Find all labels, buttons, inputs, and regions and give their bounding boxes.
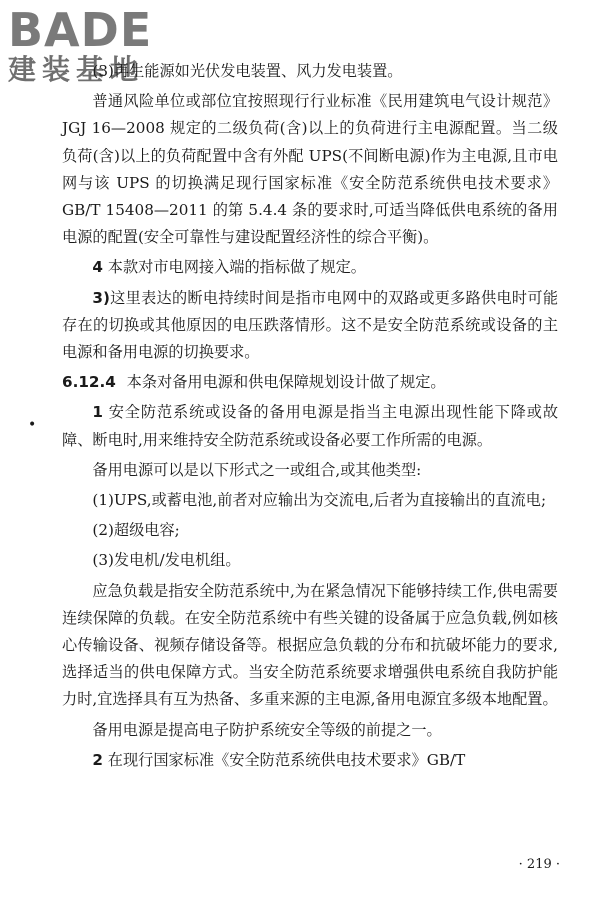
paragraph: [62, 717, 558, 744]
paragraph: [62, 517, 558, 544]
section-number: 6.12.4: [62, 373, 116, 392]
paragraph: [62, 285, 558, 367]
item-number: 2: [92, 750, 103, 769]
margin-dot: •: [28, 417, 37, 433]
item-number: 1: [92, 403, 103, 422]
paragraph-text: (1)UPS,或蓄电池,前者对应输出为交流电,后者为直接输出的直流电;: [92, 491, 547, 510]
paragraph: [62, 88, 558, 251]
paragraph-text: 这里表达的断电持续时间是指市电网中的双路或更多路供电时可能存在的切换或其他原因的电压跌落情形。这不是安全防范系统或设备的主电源和备用电源的切换要求。: [62, 288, 558, 362]
logo-subtitle: 建装基地: [8, 53, 145, 86]
paragraph-text: (3)再生能源如光伏发电装置、风力发电装置。: [92, 62, 403, 80]
paragraph: [62, 747, 558, 774]
paragraph: [62, 254, 558, 281]
item-number: 3): [92, 288, 110, 307]
paragraph: [62, 399, 558, 453]
item-number: 4: [92, 258, 103, 277]
section-heading: [62, 369, 558, 396]
logo-word: BADE: [8, 3, 153, 57]
paragraph-text: 备用电源是提高电子防护系统安全等级的前提之一。: [92, 720, 442, 739]
page-number: · 219 ·: [518, 857, 560, 872]
document-body: [62, 58, 558, 777]
paragraph-text: 备用电源可以是以下形式之一或组合,或其他类型:: [92, 460, 422, 479]
paragraph-text: 本条对备用电源和供电保障规划设计做了规定。: [126, 373, 446, 392]
paragraph: [62, 578, 558, 714]
paragraph-text: 本款对市电网接入端的指标做了规定。: [107, 258, 366, 277]
paragraph: [62, 457, 558, 484]
paragraph-text: (3)发电机/发电机组。: [92, 551, 241, 570]
paragraph-text: 普通风险单位或部位宜按照现行行业标准《民用建筑电气设计规范》JGJ 16—2008 规定的二级负荷(含)以上的负荷进行主电源配置。当二级负荷(含)以上的负荷配置中含有外配 UPS(不间断电源)作为主电源,且市电网与该 UPS 的切换满足现行国家标准《安全防范系统供电技术要求》GB/T 15408—2011 的第 5.4.4 条的要求时,可适当降低供电系统的备用电源的配置(安全可靠性与建设配置经济性的综合平衡)。: [62, 92, 558, 247]
paragraph: [62, 487, 558, 514]
paragraph-text: 在现行国家标准《安全防范系统供电技术要求》GB/T: [107, 750, 466, 769]
paragraph-text: 应急负载是指安全防范系统中,为在紧急情况下能够持续工作,供电需要连续保障的负载。在安全防范系统中有些关键的设备属于应急负载,例如核心传输设备、视频存储设备等。根据应急负载的分布和抗破坏能力的要求,选择适当的供电保障方式。当安全防范系统要求增强供电系统自我防护能力时,宜选择具有互为热备、多重来源的主电源,备用电源宜多级本地配置。: [62, 581, 558, 709]
paragraph: [62, 58, 558, 85]
paragraph-text: (2)超级电容;: [92, 521, 180, 540]
paragraph-text: 安全防范系统或设备的备用电源是指当主电源出现性能下降或故障、断电时,用来维持安全防范系统或设备必要工作所需的电源。: [62, 403, 559, 449]
paragraph: [62, 547, 558, 574]
